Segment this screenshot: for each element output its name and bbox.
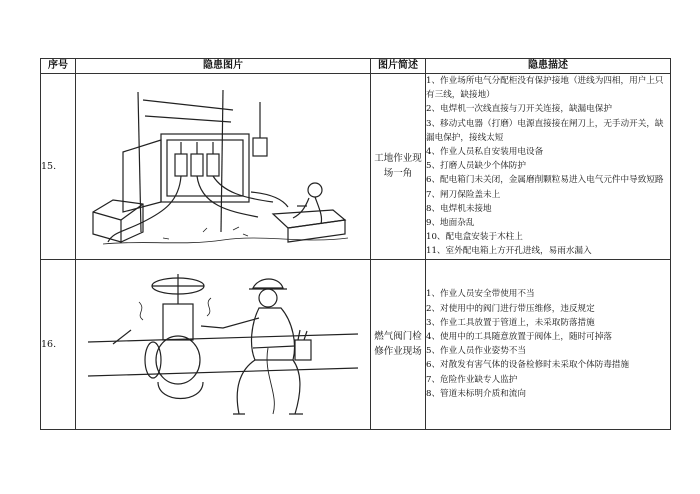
row-brief: 工地作业现场一角 [371,74,426,260]
list-item: 3、作业工具放置于管道上，未采取防落措施 [426,317,595,328]
list-item: 1、作业场所电气分配柜没有保护接地（进线为四相，用户上只有三线，缺接地） [426,76,664,101]
row-number: 15. [41,74,76,260]
row-number: 16. [41,259,76,429]
list-item: 3、移动式电器（打磨）电源直接接在闸刀上，无手动开关，缺漏电保护，接线太短 [426,118,664,143]
list-item: 8、电焊机未接地 [426,203,492,214]
valve-repair-illustration [83,264,363,424]
row-description [426,259,671,429]
illustration-cell [76,259,371,429]
header-number: 序号 [41,59,76,74]
list-item: 7、闸刀保险盖未上 [426,189,501,200]
list-item: 8、管道未标明介质和流向 [426,388,526,399]
illustration-cell [76,74,371,260]
table-row [41,259,671,429]
list-item: 11、室外配电箱上方开孔进线，易雨水漏入 [426,246,592,257]
list-item: 2、电焊机一次线直接与刀开关连接，缺漏电保护 [426,104,612,115]
hazard-table [40,58,671,430]
list-item: 6、配电箱门未关闭，金属磨削颗粒易进入电气元件中导致短路 [426,175,664,186]
list-item: 10、配电盒安装于木柱上 [426,232,523,243]
list-item: 5、作业人员作业姿势不当 [426,346,526,357]
table-header-row [41,59,671,74]
table-row [41,74,671,260]
header-description: 隐患描述 [426,59,671,74]
list-item: 5、打磨人员缺少个体防护 [426,161,526,172]
list-item: 1、作业人员安全带使用不当 [426,289,535,300]
list-item: 4、使用中的工具随意放置于阀体上，随时可掉落 [426,331,612,342]
list-item: 9、地面杂乱 [426,218,475,229]
list-item: 2、对使用中的阀门进行带压维修，违反规定 [426,303,595,314]
list-item: 6、对散发有害气体的设备检修时未采取个体防毒措施 [426,360,630,371]
construction-site-illustration [83,82,363,250]
header-picture: 隐患图片 [76,59,371,74]
row-brief: 燃气阀门检修作业现场 [371,259,426,429]
header-brief: 图片简述 [371,59,426,74]
list-item: 4、作业人员私自安装用电设备 [426,147,544,158]
row-description [426,74,671,260]
list-item: 7、危险作业缺专人监护 [426,374,518,385]
